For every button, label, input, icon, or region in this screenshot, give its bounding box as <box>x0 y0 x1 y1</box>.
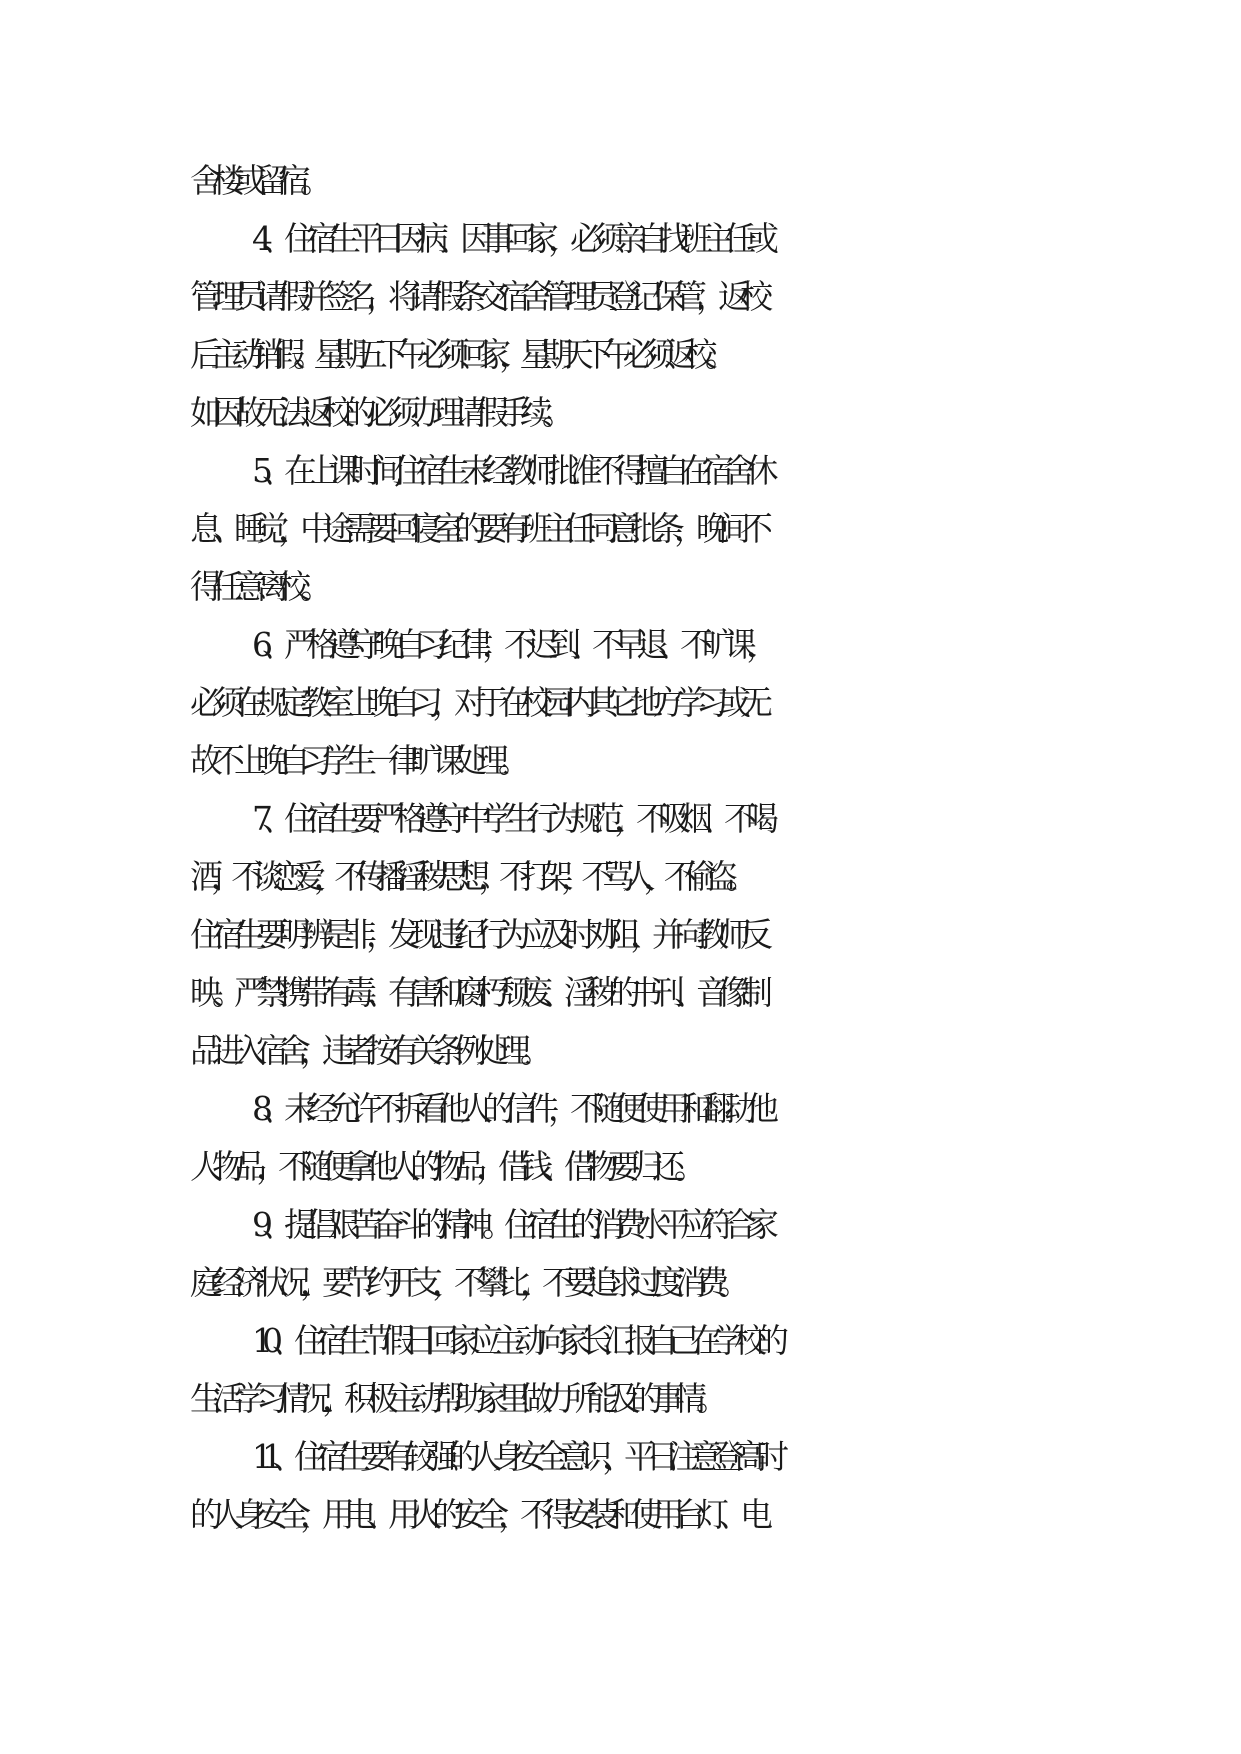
text-line: 的人身安全，用电、用火的安全，不得安装和使用台灯、电 <box>190 1495 762 1534</box>
rule-item-9-line: 9、提倡艰苦奋斗的精神。住宿生的消费水平应符合家 <box>252 1205 768 1244</box>
text-line: 息、睡觉，中途需要回寝室的要有班主任同意批条，晚间不 <box>190 509 762 548</box>
text-line: 管理员请假并签名，将请假条交宿舍管理员登记保管，返校 <box>190 277 762 316</box>
rule-item-7-line: 7、住宿生要严格遵守中学生行为规范，不吸烟、不喝 <box>252 799 768 838</box>
text-line: 庭经济状况，要节约开支，不攀比，不要追求过度消费。 <box>190 1263 740 1302</box>
text-line: 故不上晚自习学生一律旷课处理。 <box>190 741 520 780</box>
text-line: 酒，不谈恋爱，不传播淫秽思想，不打架，不骂人，不偷盗。 <box>190 857 747 896</box>
text-line: 必须在规定教室上晚自习，对于在校园内其它地方学习或无 <box>190 683 762 722</box>
rule-item-4-line: 4、住宿生平日因病、因事回家，必须亲自找班主任或 <box>252 219 768 258</box>
text-line: 映。严禁携带有毒、有害和腐朽颓废、淫秽的书刊、音像制 <box>190 973 762 1012</box>
text-line: 如因故无法返校的必须办理请假手续。 <box>190 393 564 432</box>
rule-item-5-line: 5、在上课时间,住宿生未经教师批准不得擅自在宿舍休 <box>252 451 768 490</box>
text-line: 人物品，不随便拿他人的物品，借钱、借物要归还。 <box>190 1147 696 1186</box>
rule-item-8-line: 8、未经允许不拆看他人的信件，不随便使用和翻动他 <box>252 1089 768 1128</box>
text-line: 生活学习情况，积极主动帮助家里做力所能及的事情。 <box>190 1379 718 1418</box>
text-line: 住宿生要明辨是非，发现违纪行为应及时劝阻，并向教师反 <box>190 915 762 954</box>
text-line: 得任意离校。 <box>190 567 322 606</box>
rule-item-6-line: 6、严格遵守晚自习纪律，不迟到、不早退、不旷课， <box>252 625 768 664</box>
text-line: 后主动销假。星期五下午必须回家，星期天下午必须返校。 <box>190 335 726 374</box>
rule-item-10-line: 10、住宿生节假日回家应主动向家长汇报自己在学校的 <box>252 1321 778 1360</box>
text-line: 品进入宿舍，违者按有关条例处理。 <box>190 1031 542 1070</box>
text-line: 舍楼或留宿。 <box>190 161 322 200</box>
rule-item-11-line: 11、住宿生要有较强的人身安全意识，平日注意登高时 <box>252 1437 778 1476</box>
